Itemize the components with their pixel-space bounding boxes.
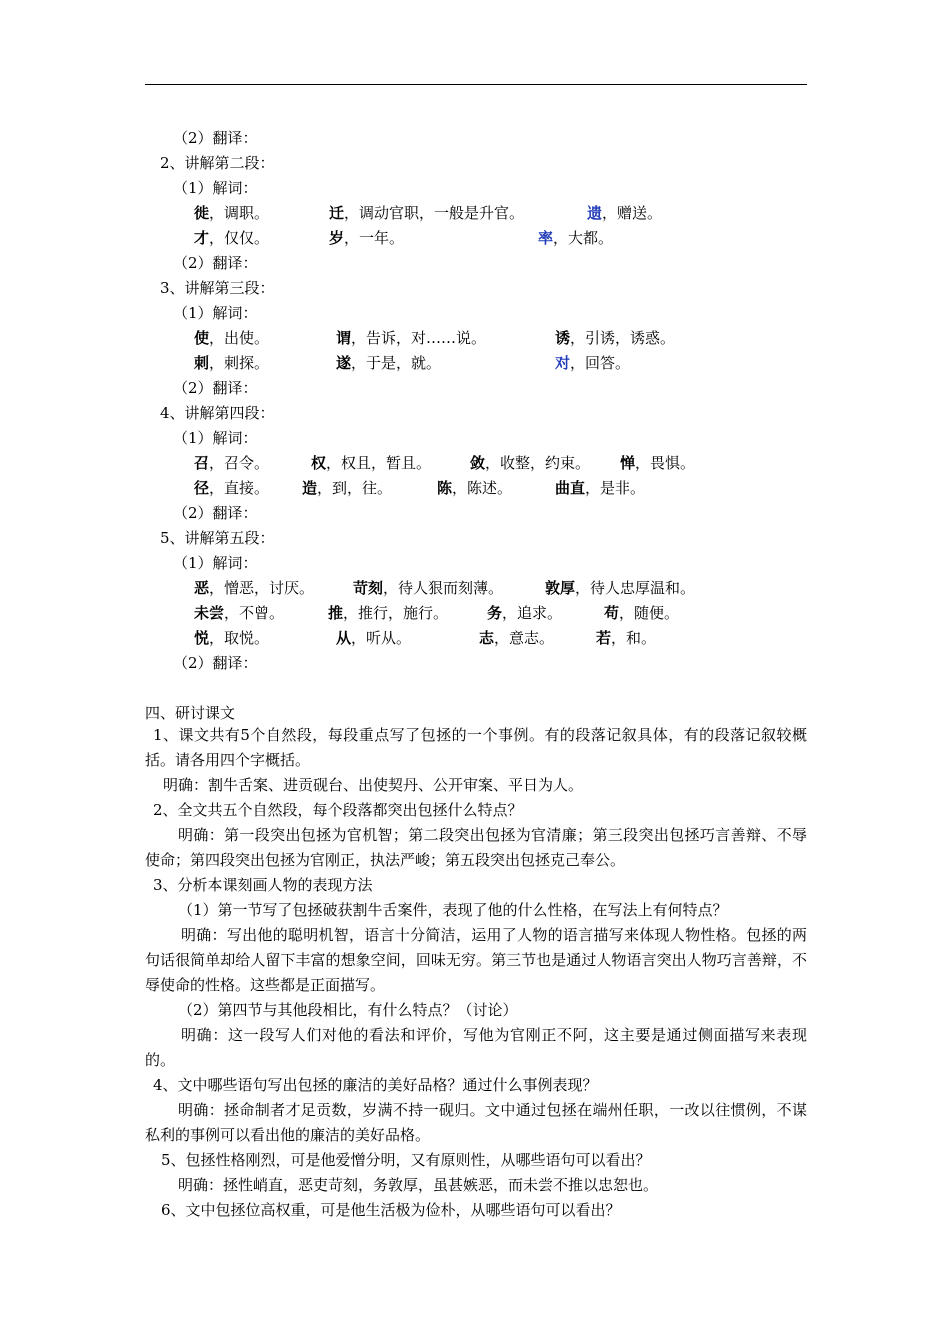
vocab-entry: 对，回答。 (555, 354, 631, 372)
question: 1、课文共有5个自然段，每段重点写了包拯的一个事例。有的段落记叙具体，有的段落记叙较概括。请各用四个字概括。 (145, 726, 807, 769)
vocab-entry: 敦厚，待人忠厚温和。 (545, 579, 696, 597)
vocab-entry: 从，听从。 (336, 629, 412, 647)
answer: 明确：这一段写人们对他的看法和评价，写他为官刚正不阿，这主要是通过侧面描写来表现的。 (145, 1026, 807, 1069)
translate-label: （2）翻译： (173, 504, 258, 522)
question: （2）第四节与其他段相比，有什么特点？（讨论） (178, 1001, 518, 1019)
answer: 明确：写出他的聪明机智，语言十分简洁，运用了人物的语言描写来体现人物性格。包拯的两句话很简单却给人留下丰富的想象空间，回味无穷。第三节也是通过人物语言突出人物巧言善辩，不辱使命的性格。这些都是正面描写。 (145, 926, 807, 994)
vocab-entry: 恶，憎恶，讨厌。 (194, 579, 315, 597)
question: 3、分析本课刻画人物的表现方法 (153, 876, 373, 894)
vocab-entry: 使，出使。 (194, 329, 270, 347)
vocab-entry: 敛，收整，约束。 (470, 454, 591, 472)
vocab-entry: 悦，取悦。 (194, 629, 270, 647)
vocab-entry: 谓，告诉，对……说。 (336, 329, 487, 347)
vocab-entry: 遂，于是，就。 (336, 354, 442, 372)
vocab-entry: 刺，刺探。 (194, 354, 270, 372)
vocab-entry: 曲直，是非。 (555, 479, 646, 497)
translate-label: （2）翻译： (173, 654, 258, 672)
vocab-entry: 苟，随便。 (604, 604, 680, 622)
section-heading: 3、讲解第三段： (160, 279, 275, 297)
vocab-entry: 权，权且，暂且。 (311, 454, 432, 472)
header-rule (145, 84, 807, 85)
vocab-entry: 苛刻，待人狠而刻薄。 (353, 579, 504, 597)
vocab-entry: 陈，陈述。 (437, 479, 513, 497)
section-heading: 5、讲解第五段： (160, 529, 275, 547)
question: 6、文中包拯位高权重，可是他生活极为俭朴，从哪些语句可以看出？ (161, 1201, 621, 1219)
question: 5、包拯性格刚烈，可是他爱憎分明，又有原则性，从哪些语句可以看出？ (161, 1151, 651, 1169)
vocab-entry: 徙，调职。 (194, 204, 270, 222)
vocab-entry: 造，到，往。 (302, 479, 393, 497)
vocab-entry: 召，召令。 (194, 454, 270, 472)
vocab-entry: 遗，赠送。 (587, 204, 663, 222)
vocab-entry: 惮，畏惧。 (620, 454, 696, 472)
vocab-entry: 径，直接。 (194, 479, 270, 497)
translate-label: （2）翻译： (173, 129, 258, 147)
vocab-label: （1）解词： (173, 179, 258, 197)
answer: 明确：割牛舌案、进贡砚台、出使契丹、公开审案、平日为人。 (163, 776, 584, 794)
vocab-entry: 志，意志。 (479, 629, 555, 647)
vocab-label: （1）解词： (173, 304, 258, 322)
answer: 明确：第一段突出包拯为官机智；第二段突出包拯为官清廉；第三段突出包拯巧言善辩、不辱使命；第四段突出包拯为官刚正，执法严峻；第五段突出包拯克己奉公。 (145, 826, 807, 869)
vocab-entry: 才，仅仅。 (194, 229, 270, 247)
vocab-entry: 推，推行，施行。 (328, 604, 449, 622)
answer: 明确：拯性峭直，恶吏苛刻，务敦厚，虽甚嫉恶，而未尝不推以忠恕也。 (178, 1176, 659, 1194)
vocab-entry: 若，和。 (596, 629, 657, 647)
vocab-entry: 未尝，不曾。 (194, 604, 285, 622)
vocab-entry: 迁，调动官职，一般是升官。 (329, 204, 525, 222)
translate-label: （2）翻译： (173, 379, 258, 397)
vocab-entry: 率，大都。 (538, 229, 614, 247)
section-heading: 2、讲解第二段： (160, 154, 275, 172)
question: 2、全文共五个自然段，每个段落都突出包拯什么特点？ (153, 801, 523, 819)
answer: 明确：拯命制者才足贡数，岁满不持一砚归。文中通过包拯在端州任职，一改以往惯例，不谋私利的事例可以看出他的廉洁的美好品格。 (145, 1101, 807, 1144)
section-title: 四、研讨课文 (145, 704, 236, 722)
section-heading: 4、讲解第四段： (160, 404, 275, 422)
vocab-entry: 岁，一年。 (329, 229, 405, 247)
vocab-entry: 务，追求。 (487, 604, 563, 622)
vocab-entry: 诱，引诱，诱惑。 (555, 329, 676, 347)
vocab-label: （1）解词： (173, 429, 258, 447)
question: （1）第一节写了包拯破获割牛舌案件，表现了他的什么性格，在写法上有何特点？ (178, 901, 728, 919)
question: 4、文中哪些语句写出包拯的廉洁的美好品格？通过什么事例表现？ (153, 1076, 598, 1094)
vocab-label: （1）解词： (173, 554, 258, 572)
translate-label: （2）翻译： (173, 254, 258, 272)
